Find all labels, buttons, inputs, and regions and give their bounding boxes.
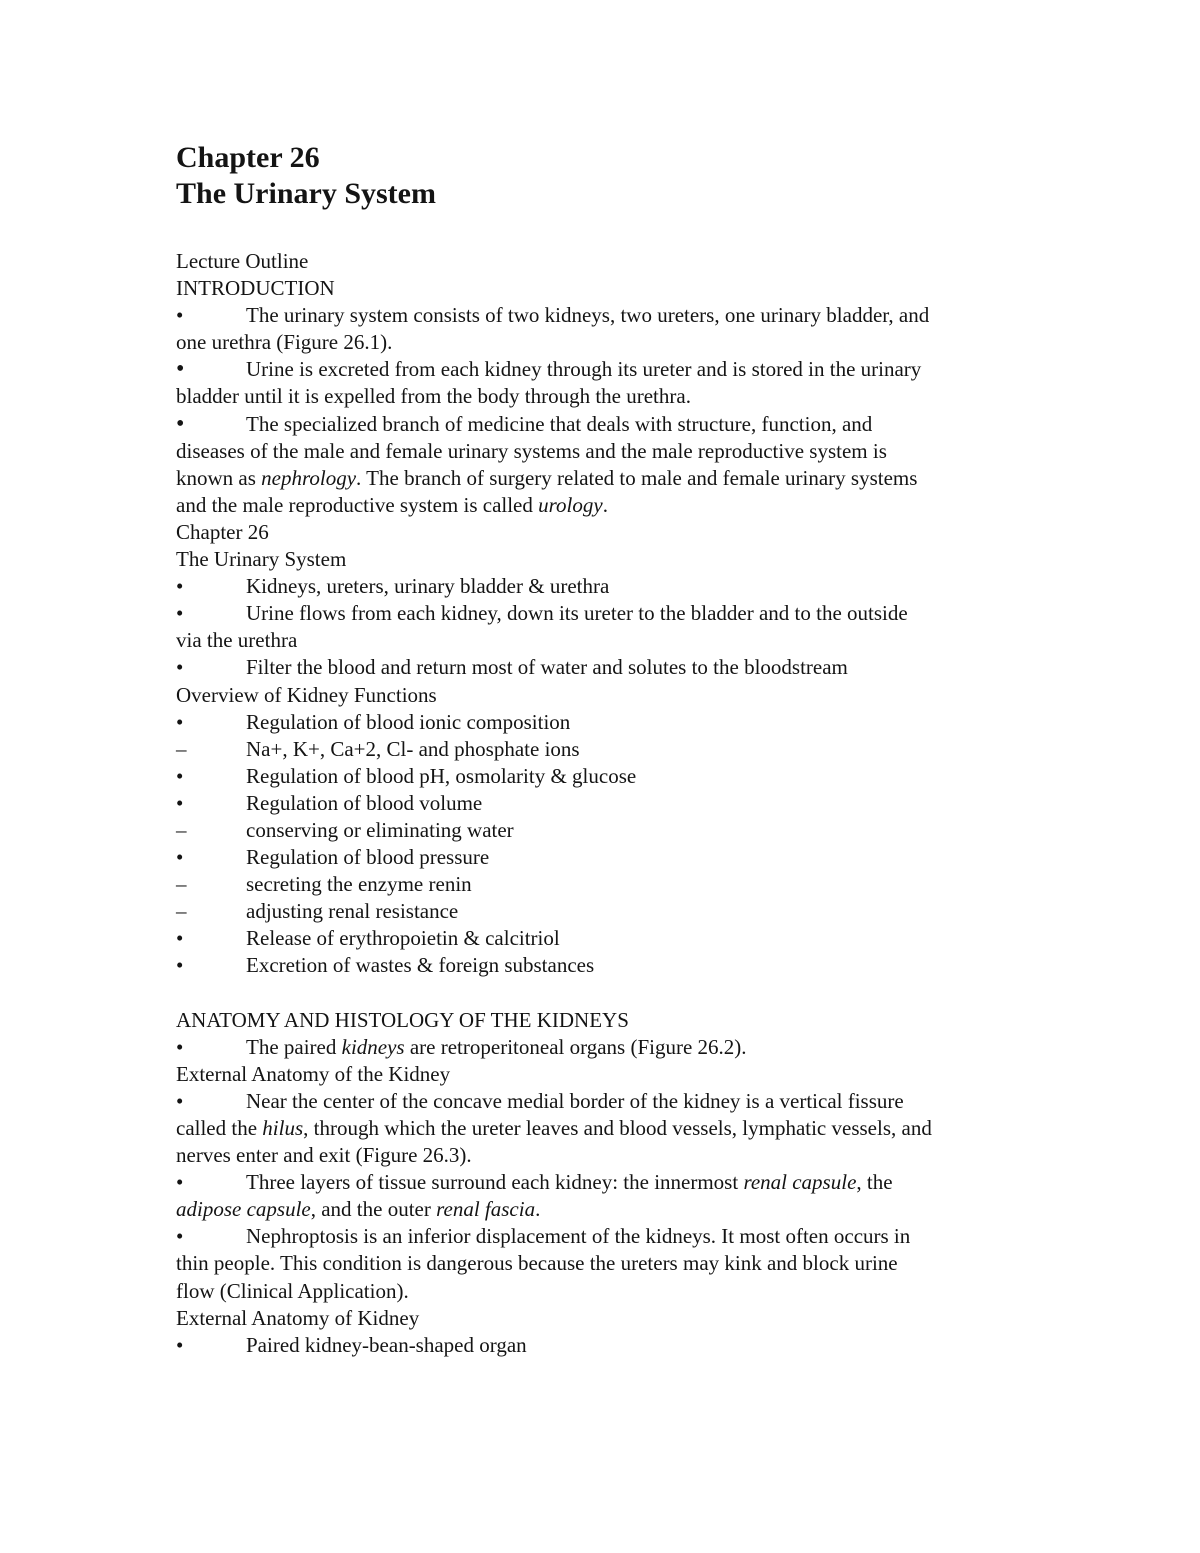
- list-item: • Regulation of blood pressure: [176, 844, 1026, 871]
- bullet-marker: •: [176, 953, 184, 978]
- term-hilus: hilus: [262, 1116, 304, 1140]
- list-item: • Excretion of wastes & foreign substances: [176, 952, 1026, 979]
- bullet-marker: •: [176, 1224, 184, 1249]
- list-item-continuation: called the hilus, through which the ureter leaves and blood vessels, lymphatic vessels, and: [176, 1116, 932, 1140]
- bullet-marker: •: [176, 356, 185, 383]
- introduction-heading: INTRODUCTION: [176, 276, 335, 301]
- list-item-continuation: known as nephrology. The branch of surgery related to male and female urinary systems: [176, 465, 918, 490]
- list-item: – Na+, K+, Ca+2, Cl- and phosphate ions: [176, 736, 1026, 763]
- list-item: • Urine is excreted from each kidney through its ureter and is stored in the urinary: [176, 356, 922, 383]
- list-item-continuation: bladder until it is expelled from the body through the urethra.: [176, 384, 691, 409]
- list-item: • Regulation of blood pH, osmolarity & glucose: [176, 763, 1026, 790]
- list-item-continuation: diseases of the male and female urinary systems and the male reproductive system is: [176, 438, 887, 463]
- chapter-title: [176, 140, 436, 212]
- list-item: • The specialized branch of medicine that deals with structure, function, and: [176, 410, 873, 437]
- external-anatomy-heading-2: External Anatomy of Kidney: [176, 1305, 420, 1330]
- anatomy-heading: ANATOMY AND HISTOLOGY OF THE KIDNEYS: [176, 1007, 629, 1032]
- chapter-number: Chapter 26: [176, 141, 320, 174]
- term-urology: urology: [538, 492, 603, 517]
- bullet-marker: •: [176, 574, 184, 599]
- list-item-continuation: flow (Clinical Application).: [176, 1278, 409, 1303]
- list-item: • Near the center of the concave medial border of the kidney is a vertical fissure: [176, 1088, 1026, 1115]
- list-item: • Filter the blood and return most of water and solutes to the bloodstream: [176, 654, 1026, 681]
- list-item: • The urinary system consists of two kidneys, two ureters, one urinary bladder, and: [176, 302, 1026, 329]
- dash-marker: –: [176, 899, 187, 924]
- lecture-body: [176, 248, 1026, 1359]
- list-item: – adjusting renal resistance: [176, 898, 1026, 925]
- slide-chapter-label: Chapter 26: [176, 519, 269, 544]
- overview-heading: Overview of Kidney Functions: [176, 682, 437, 707]
- list-item-continuation: thin people. This condition is dangerous because the ureters may kink and block urine: [176, 1251, 898, 1276]
- list-item: • Nephroptosis is an inferior displacement of the kidneys. It most often occurs in: [176, 1223, 1026, 1250]
- list-item: • Regulation of blood volume: [176, 790, 1026, 817]
- chapter-name: The Urinary System: [176, 177, 436, 210]
- list-item-continuation: and the male reproductive system is called urology.: [176, 492, 608, 517]
- bullet-marker: •: [176, 926, 184, 951]
- spacer: [176, 980, 1026, 1007]
- bullet-marker: •: [176, 1088, 184, 1113]
- bullet-marker: •: [176, 303, 184, 328]
- list-item: – conserving or eliminating water: [176, 817, 1026, 844]
- bullet-marker: •: [176, 655, 184, 680]
- term-kidneys: kidneys: [341, 1034, 405, 1059]
- dash-marker: –: [176, 817, 187, 842]
- bullet-marker: •: [176, 410, 185, 437]
- list-item: • Urine flows from each kidney, down its ureter to the bladder and to the outside: [176, 600, 1026, 627]
- slide-system-label: The Urinary System: [176, 547, 347, 572]
- term-renal-fascia: renal fascia: [436, 1197, 536, 1222]
- bullet-marker: •: [176, 1034, 184, 1059]
- bullet-marker: •: [176, 601, 184, 626]
- list-item: • The paired kidneys are retroperitoneal organs (Figure 26.2).: [176, 1034, 1026, 1061]
- lecture-outline-label: Lecture Outline: [176, 249, 309, 273]
- list-item: • Paired kidney-bean-shaped organ: [176, 1332, 1026, 1359]
- bullet-marker: •: [176, 763, 184, 788]
- list-item: • Regulation of blood ionic composition: [176, 709, 1026, 736]
- term-nephrology: nephrology: [261, 465, 357, 490]
- list-item: • Release of erythropoietin & calcitriol: [176, 925, 1026, 952]
- external-anatomy-heading: External Anatomy of the Kidney: [176, 1061, 451, 1086]
- list-item-continuation: one urethra (Figure 26.1).: [176, 330, 393, 355]
- list-item-continuation: nerves enter and exit (Figure 26.3).: [176, 1143, 472, 1168]
- term-renal-capsule: renal capsule: [743, 1170, 857, 1195]
- term-adipose-capsule: adipose capsule: [176, 1197, 311, 1222]
- bullet-marker: •: [176, 790, 184, 815]
- bullet-marker: •: [176, 709, 184, 734]
- dash-marker: –: [176, 736, 187, 761]
- bullet-marker: •: [176, 845, 184, 870]
- bullet-marker: •: [176, 1332, 184, 1357]
- list-item: • Three layers of tissue surround each kidney: the innermost renal capsule, the: [176, 1169, 1026, 1196]
- list-item: • Kidneys, ureters, urinary bladder & urethra: [176, 573, 1026, 600]
- list-item-continuation: via the urethra: [176, 628, 298, 653]
- dash-marker: –: [176, 872, 187, 897]
- list-item: – secreting the enzyme renin: [176, 871, 1026, 898]
- bullet-marker: •: [176, 1170, 184, 1195]
- list-item-continuation: adipose capsule, and the outer renal fascia.: [176, 1197, 541, 1222]
